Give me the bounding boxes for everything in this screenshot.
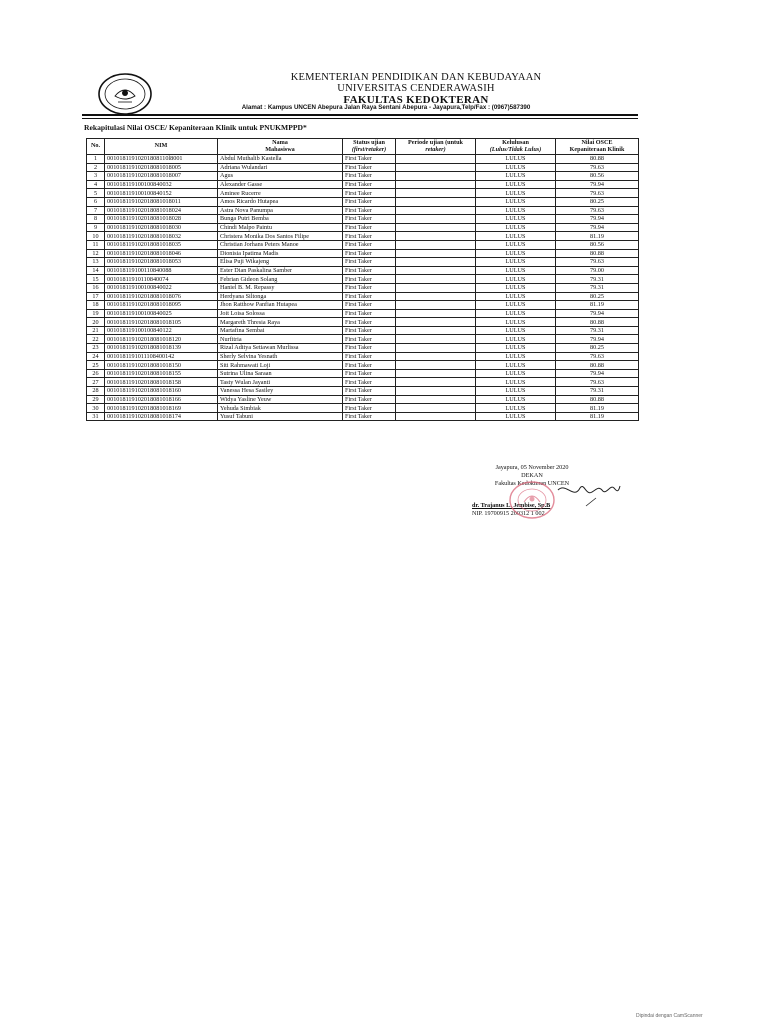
cell-no: 30 [87, 404, 105, 413]
table-row [87, 369, 639, 378]
cell-periode [396, 258, 476, 267]
cell-nim: 001018119102018081018046 [105, 249, 218, 258]
cell-periode [396, 163, 476, 172]
cell-kelulusan: LULUS [476, 283, 556, 292]
cell-no: 3 [87, 172, 105, 181]
cell-periode [396, 215, 476, 224]
cell-status: First Taker [343, 369, 396, 378]
cell-kelulusan: LULUS [476, 378, 556, 387]
cell-no: 10 [87, 232, 105, 241]
cell-no: 28 [87, 387, 105, 396]
cell-nim: 001018119102018081018120 [105, 335, 218, 344]
cell-nama: Agus [218, 172, 343, 181]
cell-kelulusan: LULUS [476, 223, 556, 232]
cell-kelulusan: LULUS [476, 189, 556, 198]
cell-nim: 001018119100100840152 [105, 189, 218, 198]
cell-nama: Yehuda Simbiak [218, 404, 343, 413]
table-row [87, 197, 639, 206]
cell-status: First Taker [343, 352, 396, 361]
cell-kelulusan: LULUS [476, 172, 556, 181]
cell-kelulusan: LULUS [476, 249, 556, 258]
cell-periode [396, 404, 476, 413]
col-periode: Periode ujian (untuk retaker) [396, 139, 476, 155]
cell-nilai: 79.31 [556, 275, 639, 284]
cell-kelulusan: LULUS [476, 369, 556, 378]
cell-no: 2 [87, 163, 105, 172]
cell-periode [396, 395, 476, 404]
cell-status: First Taker [343, 404, 396, 413]
table-row [87, 387, 639, 396]
cell-nama: Chindi Malpo Paintu [218, 223, 343, 232]
cell-kelulusan: LULUS [476, 258, 556, 267]
cell-kelulusan: LULUS [476, 155, 556, 164]
cell-nilai: 80.88 [556, 155, 639, 164]
cell-nama: Ester Dian Paskalina Samber [218, 266, 343, 275]
faculty-stamp-icon [500, 478, 564, 522]
cell-nama: Widya Yasline Yeuw [218, 395, 343, 404]
cell-status: First Taker [343, 395, 396, 404]
cell-kelulusan: LULUS [476, 335, 556, 344]
header-divider-thin [82, 118, 638, 119]
cell-no: 1 [87, 155, 105, 164]
cell-nilai: 81.19 [556, 301, 639, 310]
header-divider [82, 114, 638, 116]
cell-periode [396, 275, 476, 284]
table-row [87, 266, 639, 275]
results-table [86, 138, 639, 421]
cell-status: First Taker [343, 240, 396, 249]
ministry-name: KEMENTERIAN PENDIDIKAN DAN KEBUDAYAAN [290, 72, 542, 83]
signatory-name: dr. Trajanus L. Jembise, Sp.B [472, 502, 551, 509]
cell-kelulusan: LULUS [476, 395, 556, 404]
cell-nama: Herdyana Siltonga [218, 292, 343, 301]
cell-periode [396, 180, 476, 189]
cell-periode [396, 197, 476, 206]
cell-no: 21 [87, 326, 105, 335]
address-line: Alamat : Kampus UNCEN Abepura Jalan Raya Sentani Abepura - Jayapura,Telp/Fax : (0967)587390 [241, 104, 531, 111]
cell-nim: 001018119100100840025 [105, 309, 218, 318]
table-row [87, 335, 639, 344]
cell-no: 5 [87, 189, 105, 198]
table-row [87, 326, 639, 335]
cell-nama: Adriana Wulandari [218, 163, 343, 172]
cell-nilai: 79.31 [556, 283, 639, 292]
cell-nim: 001018119102018081018007 [105, 172, 218, 181]
cell-status: First Taker [343, 266, 396, 275]
cell-kelulusan: LULUS [476, 240, 556, 249]
cell-nama: Sutrina Ulina Saraan [218, 369, 343, 378]
cell-nama: Aminee Rucerre [218, 189, 343, 198]
cell-status: First Taker [343, 292, 396, 301]
cell-nilai: 79.00 [556, 266, 639, 275]
cell-nilai: 79.94 [556, 180, 639, 189]
cell-nim: 00101811910010084003​2 [105, 180, 218, 189]
cell-nama: Sherly Selvina Yesnath [218, 352, 343, 361]
cell-no: 27 [87, 378, 105, 387]
cell-kelulusan: LULUS [476, 344, 556, 353]
cell-no: 8 [87, 215, 105, 224]
col-kelulusan: Kelulusan (Lulus/Tidak Lulus) [476, 139, 556, 155]
cell-nama: Astra Nova Panumpa [218, 206, 343, 215]
cell-periode [396, 378, 476, 387]
cell-periode [396, 412, 476, 421]
cell-nilai: 80.88 [556, 249, 639, 258]
cell-periode [396, 387, 476, 396]
table-row [87, 378, 639, 387]
cell-status: First Taker [343, 163, 396, 172]
cell-no: 11 [87, 240, 105, 249]
cell-kelulusan: LULUS [476, 197, 556, 206]
col-status: Status ujian (first/retaker) [343, 139, 396, 155]
cell-nilai: 81.19 [556, 412, 639, 421]
cell-periode [396, 283, 476, 292]
cell-status: First Taker [343, 344, 396, 353]
cell-nim: 00101811910201808110l8001 [105, 155, 218, 164]
cell-no: 25 [87, 361, 105, 370]
cell-nim: 001018119102018081018053 [105, 258, 218, 267]
cell-nama: Tasty Wulan Jayanti [218, 378, 343, 387]
table-row [87, 215, 639, 224]
cell-nama: Siti Rahmawati Loji [218, 361, 343, 370]
cell-no: 20 [87, 318, 105, 327]
cell-no: 29 [87, 395, 105, 404]
faculty-name: FAKULTAS KEDOKTERAN [343, 94, 489, 106]
cell-kelulusan: LULUS [476, 232, 556, 241]
cell-nim: 001018119102018081018169 [105, 404, 218, 413]
cell-nilai: 79.94 [556, 335, 639, 344]
cell-nilai: 80.88 [556, 318, 639, 327]
cell-periode [396, 361, 476, 370]
cell-kelulusan: LULUS [476, 309, 556, 318]
cell-nim: 001018119102018081018139 [105, 344, 218, 353]
cell-nim: 001018119102018081018174 [105, 412, 218, 421]
cell-periode [396, 309, 476, 318]
table-row [87, 223, 639, 232]
cell-status: First Taker [343, 258, 396, 267]
cell-kelulusan: LULUS [476, 352, 556, 361]
cell-status: First Taker [343, 318, 396, 327]
cell-periode [396, 344, 476, 353]
cell-no: 13 [87, 258, 105, 267]
cell-nim: 001018119100100840122 [105, 326, 218, 335]
cell-no: 23 [87, 344, 105, 353]
col-nilai: Nilai OSCE Kepaniteraan Klinik [556, 139, 639, 155]
cell-nim: 001018119102018081018166 [105, 395, 218, 404]
cell-nilai: 79.63 [556, 352, 639, 361]
signature-position: DEKAN [521, 472, 543, 479]
table-row [87, 155, 639, 164]
cell-no: 9 [87, 223, 105, 232]
cell-nim: 001018119102018081018105 [105, 318, 218, 327]
cell-status: First Taker [343, 197, 396, 206]
cell-nama: Dionisia Ipatima Madis [218, 249, 343, 258]
cell-nilai: 79.31 [556, 326, 639, 335]
cell-kelulusan: LULUS [476, 404, 556, 413]
cell-nilai: 80.25 [556, 344, 639, 353]
cell-nama: Christera Monika Dos Santos Filipe [218, 232, 343, 241]
cell-status: First Taker [343, 361, 396, 370]
cell-periode [396, 189, 476, 198]
cell-status: First Taker [343, 309, 396, 318]
cell-status: First Taker [343, 283, 396, 292]
cell-status: First Taker [343, 249, 396, 258]
cell-nilai: 80.25 [556, 197, 639, 206]
document-title: Rekapitulasi Nilai OSCE/ Kepaniteraan Klinik untuk PNUKMPPD* [84, 123, 307, 132]
cell-nilai: 81.19 [556, 232, 639, 241]
col-nama: Nama Mahasiswa [218, 139, 343, 155]
table-header-row [87, 139, 639, 155]
cell-nilai: 80.88 [556, 361, 639, 370]
cell-nama: Elisa Puji Wikajeng [218, 258, 343, 267]
signatory-nip: NIP. 19700915 200312 1 002 [472, 510, 545, 517]
cell-nim: 001018119101108400​74 [105, 275, 218, 284]
cell-nama: Bunga Putri Bemba [218, 215, 343, 224]
cell-no: 31 [87, 412, 105, 421]
cell-nim: 001018119102018081018095 [105, 301, 218, 310]
cell-nilai: 79.63 [556, 163, 639, 172]
cell-kelulusan: LULUS [476, 215, 556, 224]
cell-nim: 001018119102018081018150 [105, 361, 218, 370]
table-row [87, 206, 639, 215]
table-row [87, 361, 639, 370]
cell-nim: 001018119100110840088 [105, 266, 218, 275]
cell-nilai: 80.56 [556, 240, 639, 249]
cell-nama: Margareth Thresia Raya [218, 318, 343, 327]
cell-nilai: 79.94 [556, 215, 639, 224]
cell-status: First Taker [343, 412, 396, 421]
cell-periode [396, 232, 476, 241]
handwritten-signature-icon [556, 478, 624, 508]
cell-nama: Yusuf Tabuni [218, 412, 343, 421]
cell-nilai: 80.56 [556, 172, 639, 181]
cell-status: First Taker [343, 335, 396, 344]
table-row [87, 283, 639, 292]
cell-status: First Taker [343, 215, 396, 224]
cell-status: First Taker [343, 155, 396, 164]
cell-kelulusan: LULUS [476, 412, 556, 421]
cell-status: First Taker [343, 180, 396, 189]
cell-nilai: 80.88 [556, 395, 639, 404]
cell-no: 16 [87, 283, 105, 292]
cell-nim: 001018119102018081018011 [105, 197, 218, 206]
cell-no: 19 [87, 309, 105, 318]
cell-nim: 001018119102018081018024 [105, 206, 218, 215]
cell-no: 6 [87, 197, 105, 206]
cell-status: First Taker [343, 223, 396, 232]
cell-nim: 001018119102018081018028 [105, 215, 218, 224]
table-row [87, 189, 639, 198]
cell-periode [396, 206, 476, 215]
cell-status: First Taker [343, 387, 396, 396]
cell-periode [396, 172, 476, 181]
table-row [87, 249, 639, 258]
scan-watermark: Dipindai dengan CamScanner [636, 1013, 703, 1019]
cell-status: First Taker [343, 172, 396, 181]
table-row [87, 240, 639, 249]
cell-no: 26 [87, 369, 105, 378]
cell-kelulusan: LULUS [476, 163, 556, 172]
cell-nim: 001018119102018081018035 [105, 240, 218, 249]
cell-kelulusan: LULUS [476, 206, 556, 215]
cell-nim: 001018119102018081018158 [105, 378, 218, 387]
cell-nama: Abdul Muthalib Kastella [218, 155, 343, 164]
cell-status: First Taker [343, 326, 396, 335]
cell-no: 22 [87, 335, 105, 344]
cell-periode [396, 301, 476, 310]
cell-periode [396, 352, 476, 361]
table-row [87, 292, 639, 301]
table-row [87, 352, 639, 361]
signature-place-date: Jayapura, 05 November 2020 [495, 464, 569, 471]
signature-faculty: Fakultas Kedokteran UNCEN [494, 480, 570, 487]
cell-periode [396, 155, 476, 164]
cell-nilai: 80.25 [556, 292, 639, 301]
cell-status: First Taker [343, 206, 396, 215]
cell-nim: 001018119100100840022 [105, 283, 218, 292]
cell-nilai: 81.19 [556, 404, 639, 413]
cell-nim: 001018119102018081018032 [105, 232, 218, 241]
cell-nama: Christian Jorhans Peters Manoe [218, 240, 343, 249]
cell-nama: Amos Ricardo Hutapea [218, 197, 343, 206]
university-name: UNIVERSITAS CENDERAWASIH [337, 83, 495, 94]
cell-periode [396, 249, 476, 258]
cell-nim: 0010181191011108400142 [105, 352, 218, 361]
table-row [87, 395, 639, 404]
cell-no: 17 [87, 292, 105, 301]
table-row [87, 404, 639, 413]
cell-nim: 001018119102018081018160 [105, 387, 218, 396]
cell-periode [396, 318, 476, 327]
cell-kelulusan: LULUS [476, 318, 556, 327]
cell-status: First Taker [343, 378, 396, 387]
cell-kelulusan: LULUS [476, 387, 556, 396]
cell-no: 18 [87, 301, 105, 310]
cell-nama: Martafina Sembai [218, 326, 343, 335]
cell-nama: Jhon Ratthow Panfian Hutapea [218, 301, 343, 310]
cell-nim: 001018119102018081018155 [105, 369, 218, 378]
cell-kelulusan: LULUS [476, 301, 556, 310]
cell-kelulusan: LULUS [476, 180, 556, 189]
cell-periode [396, 223, 476, 232]
cell-no: 24 [87, 352, 105, 361]
cell-kelulusan: LULUS [476, 326, 556, 335]
cell-nilai: 79.63 [556, 378, 639, 387]
table-row [87, 232, 639, 241]
table-row [87, 301, 639, 310]
table-row [87, 318, 639, 327]
table-row [87, 412, 639, 421]
cell-no: 4 [87, 180, 105, 189]
cell-nilai: 79.31 [556, 387, 639, 396]
cell-no: 14 [87, 266, 105, 275]
cell-nim: 001018119102018081018030 [105, 223, 218, 232]
cell-kelulusan: LULUS [476, 275, 556, 284]
cell-nilai: 79.94 [556, 369, 639, 378]
table-row [87, 172, 639, 181]
cell-periode [396, 335, 476, 344]
cell-status: First Taker [343, 275, 396, 284]
table-row [87, 180, 639, 189]
cell-nama: Nurfitria [218, 335, 343, 344]
cell-nim: 001018119102018081018076 [105, 292, 218, 301]
cell-periode [396, 292, 476, 301]
cell-nim: 001018119102018081018005 [105, 163, 218, 172]
table-row [87, 163, 639, 172]
cell-periode [396, 240, 476, 249]
cell-nilai: 79.63 [556, 189, 639, 198]
cell-nama: Haniel B. M. Repassy [218, 283, 343, 292]
cell-no: 7 [87, 206, 105, 215]
cell-no: 12 [87, 249, 105, 258]
col-nim: NIM [105, 139, 218, 155]
cell-nama: Rizal Aditya Setiawan Murlissa [218, 344, 343, 353]
cell-status: First Taker [343, 189, 396, 198]
cell-nilai: 79.94 [556, 309, 639, 318]
cell-no: 15 [87, 275, 105, 284]
table-row [87, 309, 639, 318]
table-row [87, 258, 639, 267]
cell-nilai: 79.63 [556, 206, 639, 215]
cell-nilai: 79.63 [556, 258, 639, 267]
cell-nama: Febrian Gideon Solang [218, 275, 343, 284]
cell-nama: Vanessa Hesa Sasiley [218, 387, 343, 396]
cell-periode [396, 266, 476, 275]
col-no: No. [87, 139, 105, 155]
cell-nama: Alexander Gasse [218, 180, 343, 189]
cell-status: First Taker [343, 232, 396, 241]
cell-kelulusan: LULUS [476, 292, 556, 301]
cell-kelulusan: LULUS [476, 266, 556, 275]
cell-nama: Joit Loisa Solossa [218, 309, 343, 318]
cell-periode [396, 326, 476, 335]
cell-kelulusan: LULUS [476, 361, 556, 370]
cell-status: First Taker [343, 301, 396, 310]
cell-periode [396, 369, 476, 378]
table-row [87, 275, 639, 284]
table-row [87, 344, 639, 353]
cell-nilai: 79.94 [556, 223, 639, 232]
